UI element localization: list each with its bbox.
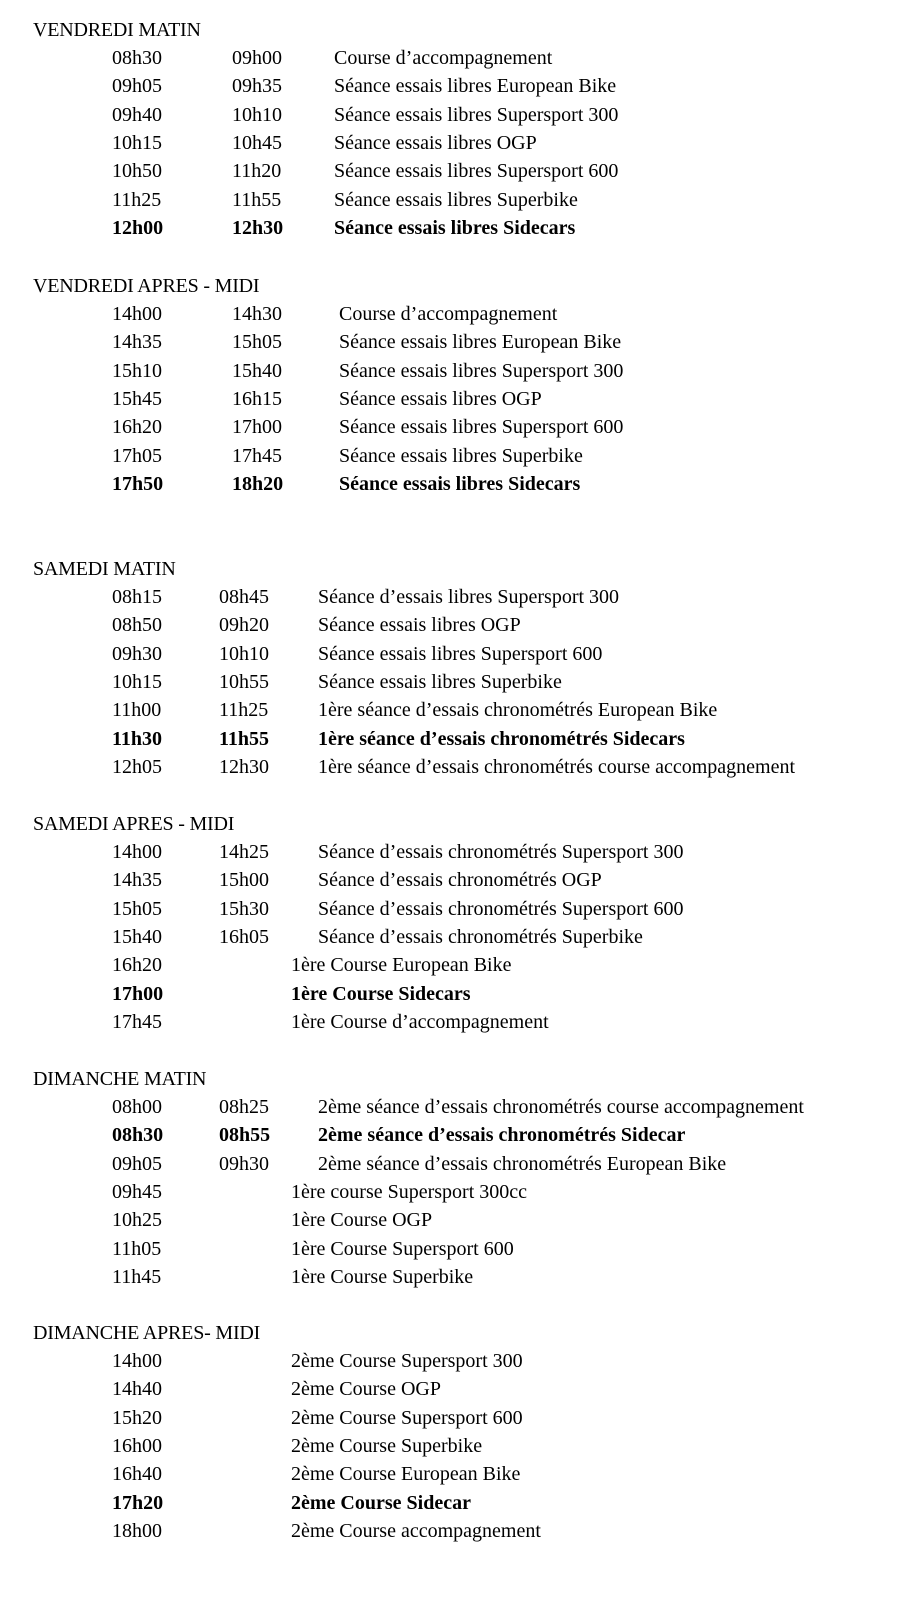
event-name: 2ème séance d’essais chronométrés Sidecar: [318, 1124, 686, 1147]
section-heading: SAMEDI APRES - MIDI: [33, 813, 235, 835]
end-time: 15h05: [232, 331, 282, 354]
event-name: Séance essais libres Sidecars: [339, 472, 581, 495]
event-name: 1ère Course Supersport 600: [291, 1237, 514, 1260]
schedule-row: [0, 615, 909, 643]
schedule-row: [0, 76, 909, 104]
event-name: Séance essais libres Supersport 300: [339, 359, 624, 382]
start-time: 11h25: [112, 188, 162, 211]
schedule-row: [0, 1379, 909, 1407]
end-time: 15h00: [219, 869, 269, 892]
schedule-row: [0, 304, 909, 332]
event-name: Séance essais libres Supersport 600: [339, 416, 624, 439]
event-name: 1ère Course Sidecars: [291, 982, 471, 1005]
start-time: 08h50: [112, 614, 162, 637]
end-time: 10h45: [232, 131, 282, 154]
event-name: Séance essais libres Supersport 300: [334, 103, 619, 126]
end-time: 10h55: [219, 670, 269, 693]
start-time: 15h10: [112, 359, 162, 382]
start-time: 17h20: [112, 1491, 164, 1514]
start-time: 08h00: [112, 1096, 162, 1118]
event-name: 1ère séance d’essais chronométrés course accompagnement: [318, 755, 796, 778]
start-time: 09h05: [112, 1152, 162, 1175]
start-time: 14h00: [112, 841, 162, 863]
schedule-row: [0, 672, 909, 700]
end-time: 16h15: [232, 387, 282, 410]
event-name: Séance d’essais chronométrés OGP: [318, 869, 602, 892]
event-name: Séance d’essais chronométrés Supersport 600: [318, 897, 684, 920]
start-time: 17h50: [112, 472, 164, 495]
end-time: 17h45: [232, 444, 282, 467]
schedule-row: [0, 190, 909, 218]
end-time: 14h30: [232, 303, 282, 325]
start-time: 10h15: [112, 131, 162, 154]
event-name: 1ère course Supersport 300cc: [291, 1180, 528, 1203]
event-name: Séance essais libres Supersport 600: [334, 160, 619, 183]
schedule-row: [0, 1351, 909, 1379]
start-time: 15h05: [112, 897, 162, 920]
event-name: Course d’accompagnement: [334, 47, 553, 69]
schedule-row: [0, 1521, 909, 1549]
start-time: 08h30: [112, 1124, 164, 1147]
start-time: 12h00: [112, 216, 164, 239]
end-time: 11h25: [219, 699, 269, 722]
start-time: 11h30: [112, 727, 163, 750]
end-time: 09h35: [232, 75, 282, 98]
end-time: 18h20: [232, 472, 284, 495]
section-heading: SAMEDI MATIN: [33, 558, 176, 580]
end-time: 09h00: [232, 47, 282, 69]
end-time: 15h30: [219, 897, 269, 920]
end-time: 10h10: [232, 103, 282, 126]
schedule-row: [0, 1493, 909, 1521]
section-heading: DIMANCHE MATIN: [33, 1068, 207, 1090]
start-time: 16h20: [112, 416, 162, 439]
schedule-row: [0, 1097, 909, 1125]
start-time: 11h00: [112, 699, 162, 722]
start-time: 10h15: [112, 670, 162, 693]
schedule-row: [0, 48, 909, 76]
end-time: 12h30: [232, 216, 284, 239]
event-name: 1ère séance d’essais chronométrés European Bike: [318, 699, 718, 722]
schedule-row: [0, 955, 909, 983]
section-heading: VENDREDI MATIN: [33, 19, 201, 41]
event-name: Séance essais libres European Bike: [339, 331, 622, 354]
end-time: 10h10: [219, 642, 269, 665]
event-name: Séance essais libres Sidecars: [334, 216, 576, 239]
start-time: 15h20: [112, 1406, 162, 1429]
event-name: Séance essais libres OGP: [339, 387, 542, 410]
schedule-row: [0, 105, 909, 133]
schedule-row: [0, 927, 909, 955]
schedule-row: [0, 1182, 909, 1210]
event-name: Course d’accompagnement: [339, 303, 558, 325]
end-time: 08h25: [219, 1096, 269, 1118]
schedule-row: [0, 361, 909, 389]
schedule-row: [0, 587, 909, 615]
schedule-row: [0, 417, 909, 445]
start-time: 09h30: [112, 642, 162, 665]
event-name: Séance essais libres Superbike: [318, 670, 562, 693]
event-name: 2ème Course European Bike: [291, 1463, 521, 1486]
start-time: 14h00: [112, 1350, 162, 1372]
start-time: 11h05: [112, 1237, 162, 1260]
start-time: 17h45: [112, 1010, 162, 1033]
schedule-row: [0, 161, 909, 189]
start-time: 16h20: [112, 954, 162, 977]
schedule-row: [0, 133, 909, 161]
schedule-row: [0, 729, 909, 757]
schedule-row: [0, 1408, 909, 1436]
start-time: 08h15: [112, 586, 162, 608]
start-time: 17h05: [112, 444, 162, 467]
event-name: Séance d’essais chronométrés Superbike: [318, 925, 643, 948]
start-time: 08h30: [112, 47, 162, 69]
end-time: 16h05: [219, 925, 269, 948]
event-name: Séance essais libres OGP: [334, 131, 537, 154]
end-time: 08h45: [219, 586, 269, 608]
schedule-row: [0, 1210, 909, 1238]
schedule-row: [0, 842, 909, 870]
schedule-row: [0, 644, 909, 672]
section-heading: DIMANCHE APRES- MIDI: [33, 1322, 261, 1344]
schedule-row: [0, 218, 909, 246]
start-time: 14h35: [112, 869, 162, 892]
start-time: 10h25: [112, 1209, 162, 1232]
start-time: 15h40: [112, 925, 162, 948]
schedule-row: [0, 474, 909, 502]
event-name: 1ère Course European Bike: [291, 954, 512, 977]
start-time: 11h45: [112, 1265, 162, 1288]
event-name: 1ère Course Superbike: [291, 1265, 474, 1288]
event-name: Séance d’essais libres Supersport 300: [318, 586, 620, 608]
start-time: 15h45: [112, 387, 162, 410]
schedule-row: [0, 1125, 909, 1153]
event-name: 1ère séance d’essais chronométrés Sidecars: [318, 727, 685, 750]
schedule-row: [0, 1012, 909, 1040]
start-time: 16h40: [112, 1463, 162, 1486]
end-time: 09h30: [219, 1152, 269, 1175]
event-name: 1ère Course OGP: [291, 1209, 433, 1232]
schedule-row: [0, 1464, 909, 1492]
end-time: 11h55: [219, 727, 270, 750]
event-name: 2ème Course Supersport 300: [291, 1350, 523, 1372]
section-heading: VENDREDI APRES - MIDI: [33, 275, 260, 297]
event-name: 2ème Course Sidecar: [291, 1491, 471, 1514]
schedule-row: [0, 332, 909, 360]
schedule-row: [0, 984, 909, 1012]
start-time: 17h00: [112, 982, 164, 1005]
start-time: 18h00: [112, 1519, 162, 1542]
start-time: 09h40: [112, 103, 162, 126]
event-name: Séance essais libres Superbike: [334, 188, 578, 211]
end-time: 08h55: [219, 1124, 271, 1147]
end-time: 11h20: [232, 160, 282, 183]
event-name: Séance d’essais chronométrés Supersport 300: [318, 841, 684, 863]
schedule-row: [0, 1267, 909, 1295]
schedule-row: [0, 700, 909, 728]
event-name: 2ème Course accompagnement: [291, 1519, 541, 1542]
end-time: 15h40: [232, 359, 282, 382]
start-time: 09h45: [112, 1180, 162, 1203]
end-time: 11h55: [232, 188, 282, 211]
schedule-row: [0, 389, 909, 417]
end-time: 14h25: [219, 841, 269, 863]
event-name: 2ème Course OGP: [291, 1378, 441, 1401]
event-name: 2ème séance d’essais chronométrés European Bike: [318, 1152, 727, 1175]
event-name: Séance essais libres Supersport 600: [318, 642, 603, 665]
start-time: 14h35: [112, 331, 162, 354]
start-time: 14h00: [112, 303, 162, 325]
schedule-row: [0, 899, 909, 927]
start-time: 10h50: [112, 160, 162, 183]
schedule-row: [0, 1154, 909, 1182]
schedule-row: [0, 1239, 909, 1267]
event-name: Séance essais libres OGP: [318, 614, 521, 637]
start-time: 09h05: [112, 75, 162, 98]
end-time: 12h30: [219, 755, 269, 778]
event-name: Séance essais libres European Bike: [334, 75, 617, 98]
schedule-row: [0, 1436, 909, 1464]
event-name: 2ème séance d’essais chronométrés course accompagnement: [318, 1096, 804, 1118]
schedule-row: [0, 757, 909, 785]
schedule-row: [0, 870, 909, 898]
start-time: 12h05: [112, 755, 162, 778]
schedule-row: [0, 446, 909, 474]
start-time: 14h40: [112, 1378, 162, 1401]
end-time: 09h20: [219, 614, 269, 637]
event-name: 2ème Course Superbike: [291, 1434, 483, 1457]
end-time: 17h00: [232, 416, 282, 439]
start-time: 16h00: [112, 1434, 162, 1457]
event-name: 2ème Course Supersport 600: [291, 1406, 523, 1429]
event-name: Séance essais libres Superbike: [339, 444, 583, 467]
event-name: 1ère Course d’accompagnement: [291, 1010, 549, 1033]
